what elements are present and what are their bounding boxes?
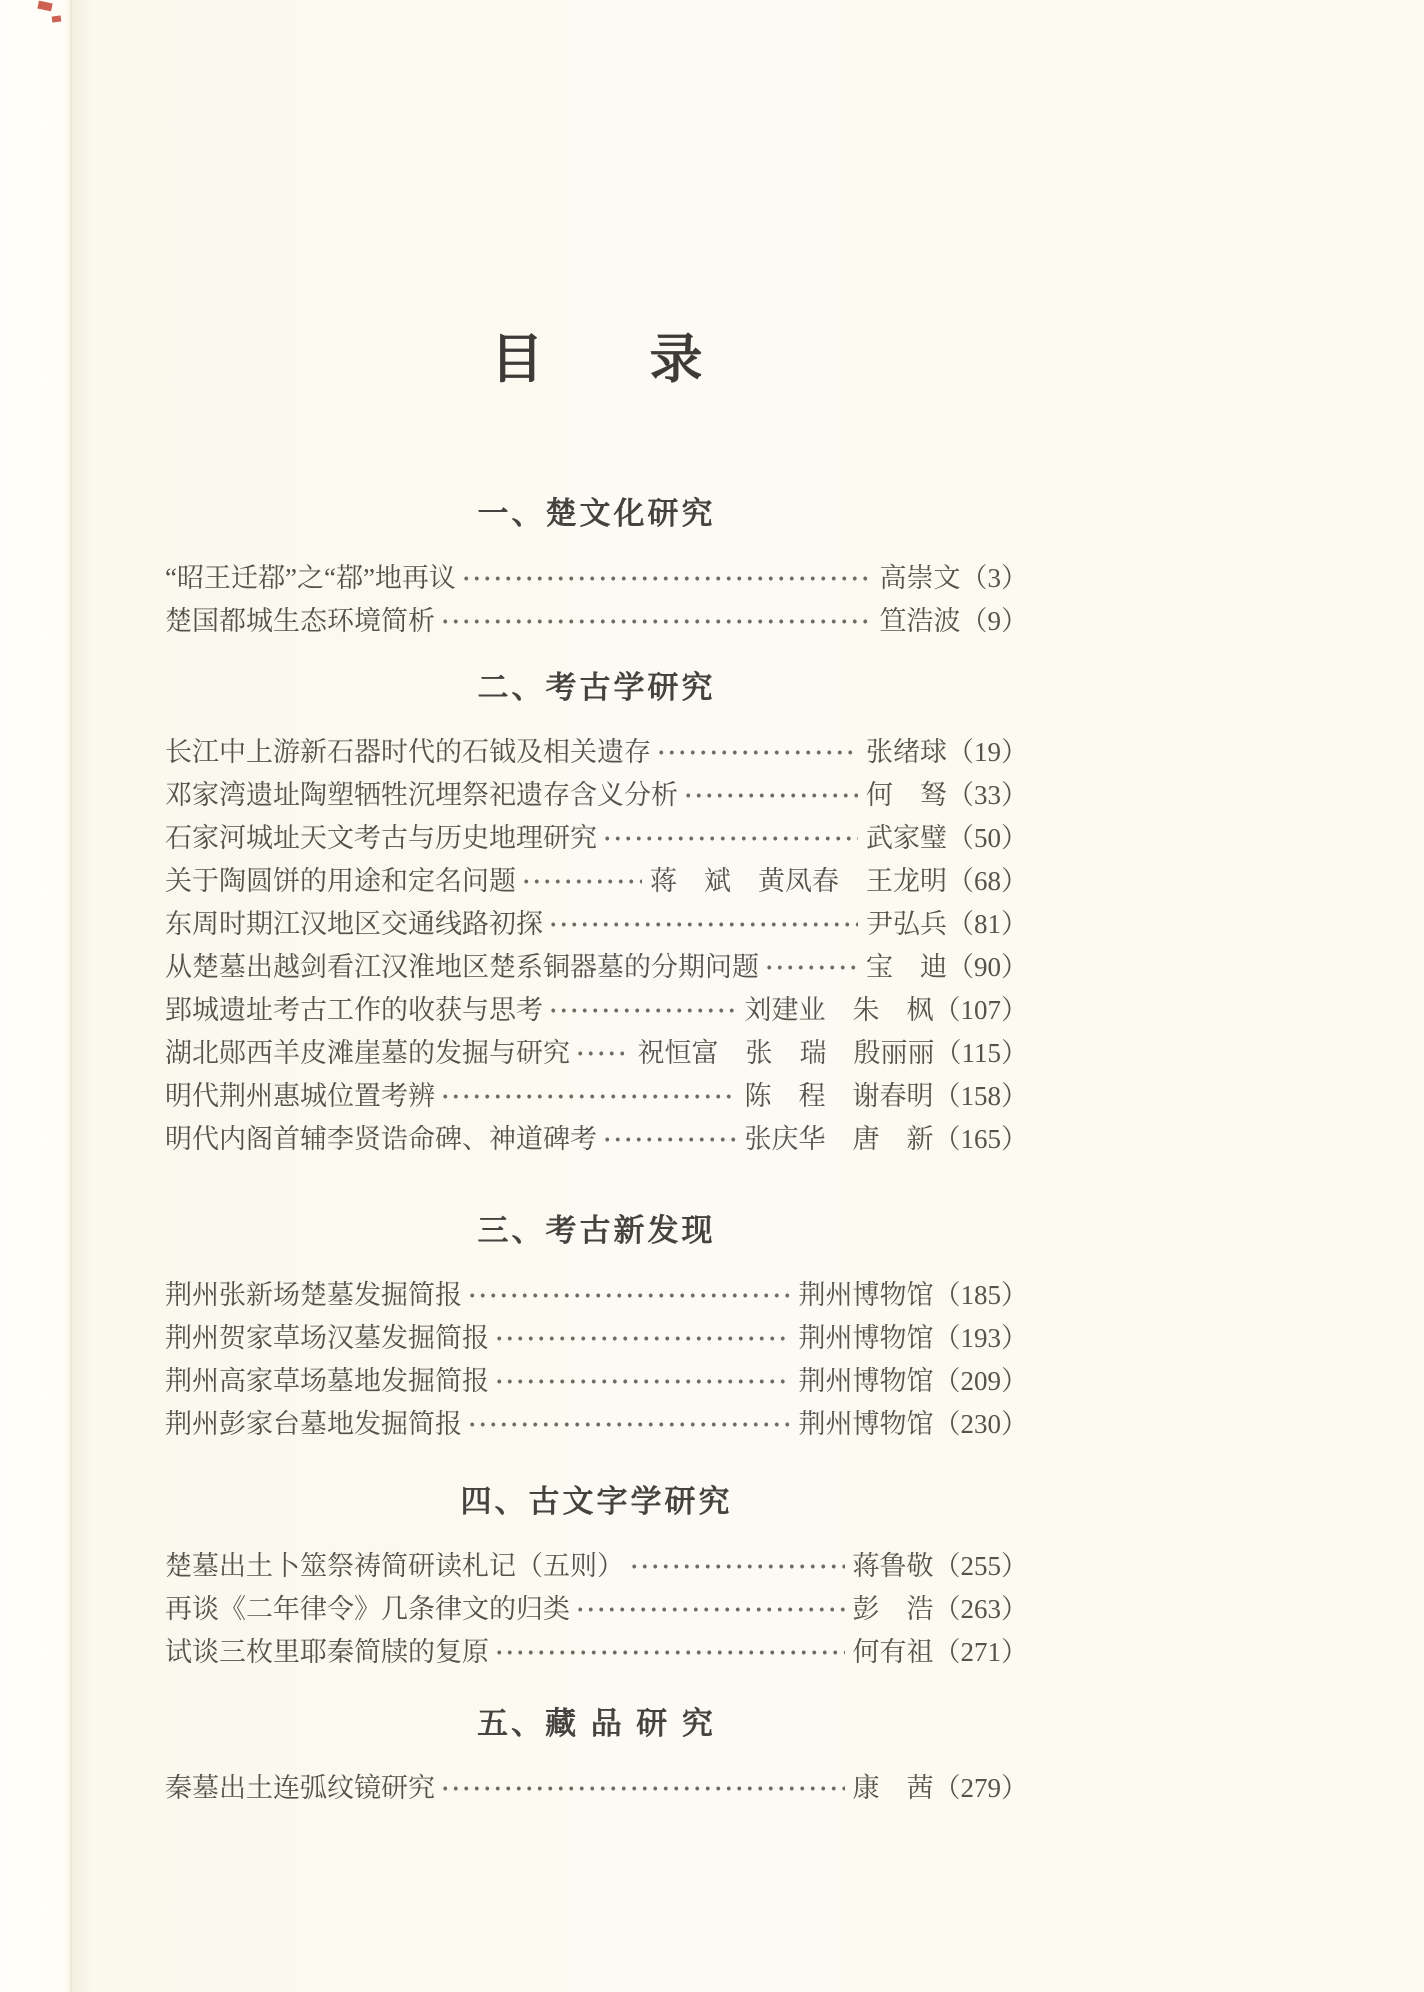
toc-entry [165, 1317, 1028, 1360]
entry-page-number: （158） [933, 1081, 1028, 1111]
section-entries [165, 731, 1028, 1161]
entry-page-number: （19） [947, 737, 1028, 767]
entry-page-number: （263） [933, 1594, 1028, 1624]
toc-entry [165, 989, 1028, 1032]
entry-page-number: （107） [933, 995, 1028, 1025]
section-heading: 三、考古新发现 [477, 1213, 716, 1248]
entry-title: 郢城遗址考古工作的收获与思考 [165, 995, 543, 1025]
entry-authors: 陈 程 谢春明 [744, 1081, 934, 1111]
toc-section [165, 1213, 1028, 1446]
dot-leader [467, 1403, 791, 1446]
entry-title: 邓家湾遗址陶塑牺牲沉埋祭祀遗存含义分析 [165, 780, 678, 810]
toc-entry [165, 860, 1028, 903]
dot-leader [602, 817, 858, 860]
dot-leader [575, 1032, 630, 1075]
entry-page-number: （33） [947, 780, 1028, 810]
toc-entry [165, 1588, 1028, 1631]
entry-page-number: （115） [934, 1038, 1028, 1068]
toc-content [165, 0, 1028, 1810]
entry-authors: 宝 迪 [866, 952, 947, 982]
entry-authors: 荆州博物馆 [798, 1409, 934, 1439]
toc-entry [165, 1545, 1028, 1588]
toc-section [165, 1706, 1028, 1810]
toc-entry [165, 600, 1028, 643]
dot-leader [467, 1274, 791, 1317]
entry-page-number: （165） [933, 1124, 1028, 1154]
entry-page-number: （209） [933, 1366, 1028, 1396]
entry-title: 荆州彭家台墓地发掘简报 [165, 1409, 462, 1439]
entry-authors: 高崇文 [879, 563, 961, 593]
entry-title: 从楚墓出越剑看江汉淮地区楚系铜器墓的分期问题 [165, 952, 759, 982]
toc-entry [165, 557, 1028, 600]
entry-title: 长江中上游新石器时代的石钺及相关遗存 [165, 737, 651, 767]
entry-authors: 何有祖 [852, 1637, 934, 1667]
section-heading: 一、楚文化研究 [477, 496, 716, 531]
dot-leader [494, 1317, 791, 1360]
entry-page-number: （90） [947, 952, 1028, 982]
entry-authors: 祝恒富 张 瑞 殷丽丽 [637, 1038, 935, 1068]
section-entries [165, 1767, 1028, 1810]
entry-title: 荆州张新场楚墓发掘简报 [165, 1280, 462, 1310]
entry-page-number: （185） [933, 1280, 1028, 1310]
dot-leader [602, 1118, 737, 1161]
toc-section [165, 496, 1028, 643]
dot-leader [764, 946, 858, 989]
scan-artifact-mark [37, 1, 52, 12]
entry-title: 秦墓出土连弧纹镜研究 [165, 1773, 435, 1803]
entry-page-number: （68） [947, 866, 1028, 896]
scan-artifact-mark [52, 15, 62, 22]
dot-leader [461, 557, 872, 600]
entry-title: 荆州贺家草场汉墓发掘简报 [165, 1323, 489, 1353]
entry-page-number: （279） [933, 1773, 1028, 1803]
entry-page-number: （230） [933, 1409, 1028, 1439]
section-entries [165, 557, 1028, 643]
entry-page-number: （81） [947, 909, 1028, 939]
entry-title: 试谈三枚里耶秦简牍的复原 [165, 1637, 489, 1667]
entry-authors: 蒋鲁敬 [852, 1551, 934, 1581]
toc-entry [165, 817, 1028, 860]
dot-leader [656, 731, 858, 774]
entry-title: 明代荆州惠城位置考辨 [165, 1081, 435, 1111]
section-entries [165, 1545, 1028, 1674]
toc-entry [165, 1274, 1028, 1317]
dot-leader [683, 774, 858, 817]
entry-authors: 荆州博物馆 [798, 1366, 934, 1396]
toc-entry [165, 1360, 1028, 1403]
section-heading: 二、考古学研究 [477, 670, 716, 705]
entry-title: 楚国都城生态环境简析 [165, 606, 435, 636]
page-binding-edge [70, 0, 72, 1992]
dot-leader [440, 600, 872, 643]
toc-entry [165, 1631, 1028, 1674]
toc-entry [165, 731, 1028, 774]
entry-authors: 张绪球 [866, 737, 947, 767]
dot-leader [440, 1075, 737, 1118]
toc-entry [165, 1403, 1028, 1446]
entry-page-number: （271） [933, 1637, 1028, 1667]
dot-leader [548, 903, 858, 946]
dot-leader [548, 989, 737, 1032]
toc-entry [165, 774, 1028, 817]
toc-entry [165, 1118, 1028, 1161]
entry-title: 关于陶圆饼的用途和定名问题 [165, 866, 516, 896]
entry-page-number: （193） [933, 1323, 1028, 1353]
entry-title: 楚墓出土卜筮祭祷简研读札记（五则） [165, 1551, 624, 1581]
toc-entry [165, 1032, 1028, 1075]
entry-authors: 何 驽 [866, 780, 947, 810]
entry-page-number: （255） [933, 1551, 1028, 1581]
entry-page-number: （3） [960, 563, 1028, 593]
entry-authors: 康 茜 [852, 1773, 934, 1803]
entry-authors: 刘建业 朱 枫 [744, 995, 934, 1025]
entry-authors: 张庆华 唐 新 [744, 1124, 934, 1154]
section-entries [165, 1274, 1028, 1446]
toc-section [165, 670, 1028, 1161]
section-heading: 五、藏 品 研 究 [477, 1706, 716, 1741]
entry-authors: 荆州博物馆 [798, 1323, 934, 1353]
entry-authors: 笪浩波 [879, 606, 961, 636]
entry-page-number: （9） [960, 606, 1028, 636]
entry-authors: 彭 浩 [852, 1594, 934, 1624]
entry-authors: 蒋 斌 黄凤春 王龙明 [650, 866, 947, 896]
entry-authors: 荆州博物馆 [798, 1280, 934, 1310]
toc-section [165, 1484, 1028, 1674]
dot-leader [494, 1360, 791, 1403]
toc-title: 目 录 [490, 331, 703, 389]
section-heading: 四、古文字学研究 [460, 1484, 733, 1519]
toc-entry [165, 1767, 1028, 1810]
entry-title: “昭王迁鄀”之“鄀”地再议 [165, 563, 456, 593]
entry-title: 荆州高家草场墓地发掘简报 [165, 1366, 489, 1396]
entry-title: 明代内阁首辅李贤诰命碑、神道碑考 [165, 1124, 597, 1154]
dot-leader [521, 860, 642, 903]
entry-title: 东周时期江汉地区交通线路初探 [165, 909, 543, 939]
dot-leader [575, 1588, 845, 1631]
entry-page-number: （50） [947, 823, 1028, 853]
dot-leader [494, 1631, 845, 1674]
toc-entry [165, 946, 1028, 989]
entry-authors: 尹弘兵 [866, 909, 947, 939]
toc-entry [165, 1075, 1028, 1118]
toc-entry [165, 903, 1028, 946]
dot-leader [440, 1767, 845, 1810]
entry-title: 再谈《二年律令》几条律文的归类 [165, 1594, 570, 1624]
dot-leader [629, 1545, 845, 1588]
entry-authors: 武家璧 [866, 823, 947, 853]
entry-title: 湖北郧西羊皮滩崖墓的发掘与研究 [165, 1038, 570, 1068]
entry-title: 石家河城址天文考古与历史地理研究 [165, 823, 597, 853]
